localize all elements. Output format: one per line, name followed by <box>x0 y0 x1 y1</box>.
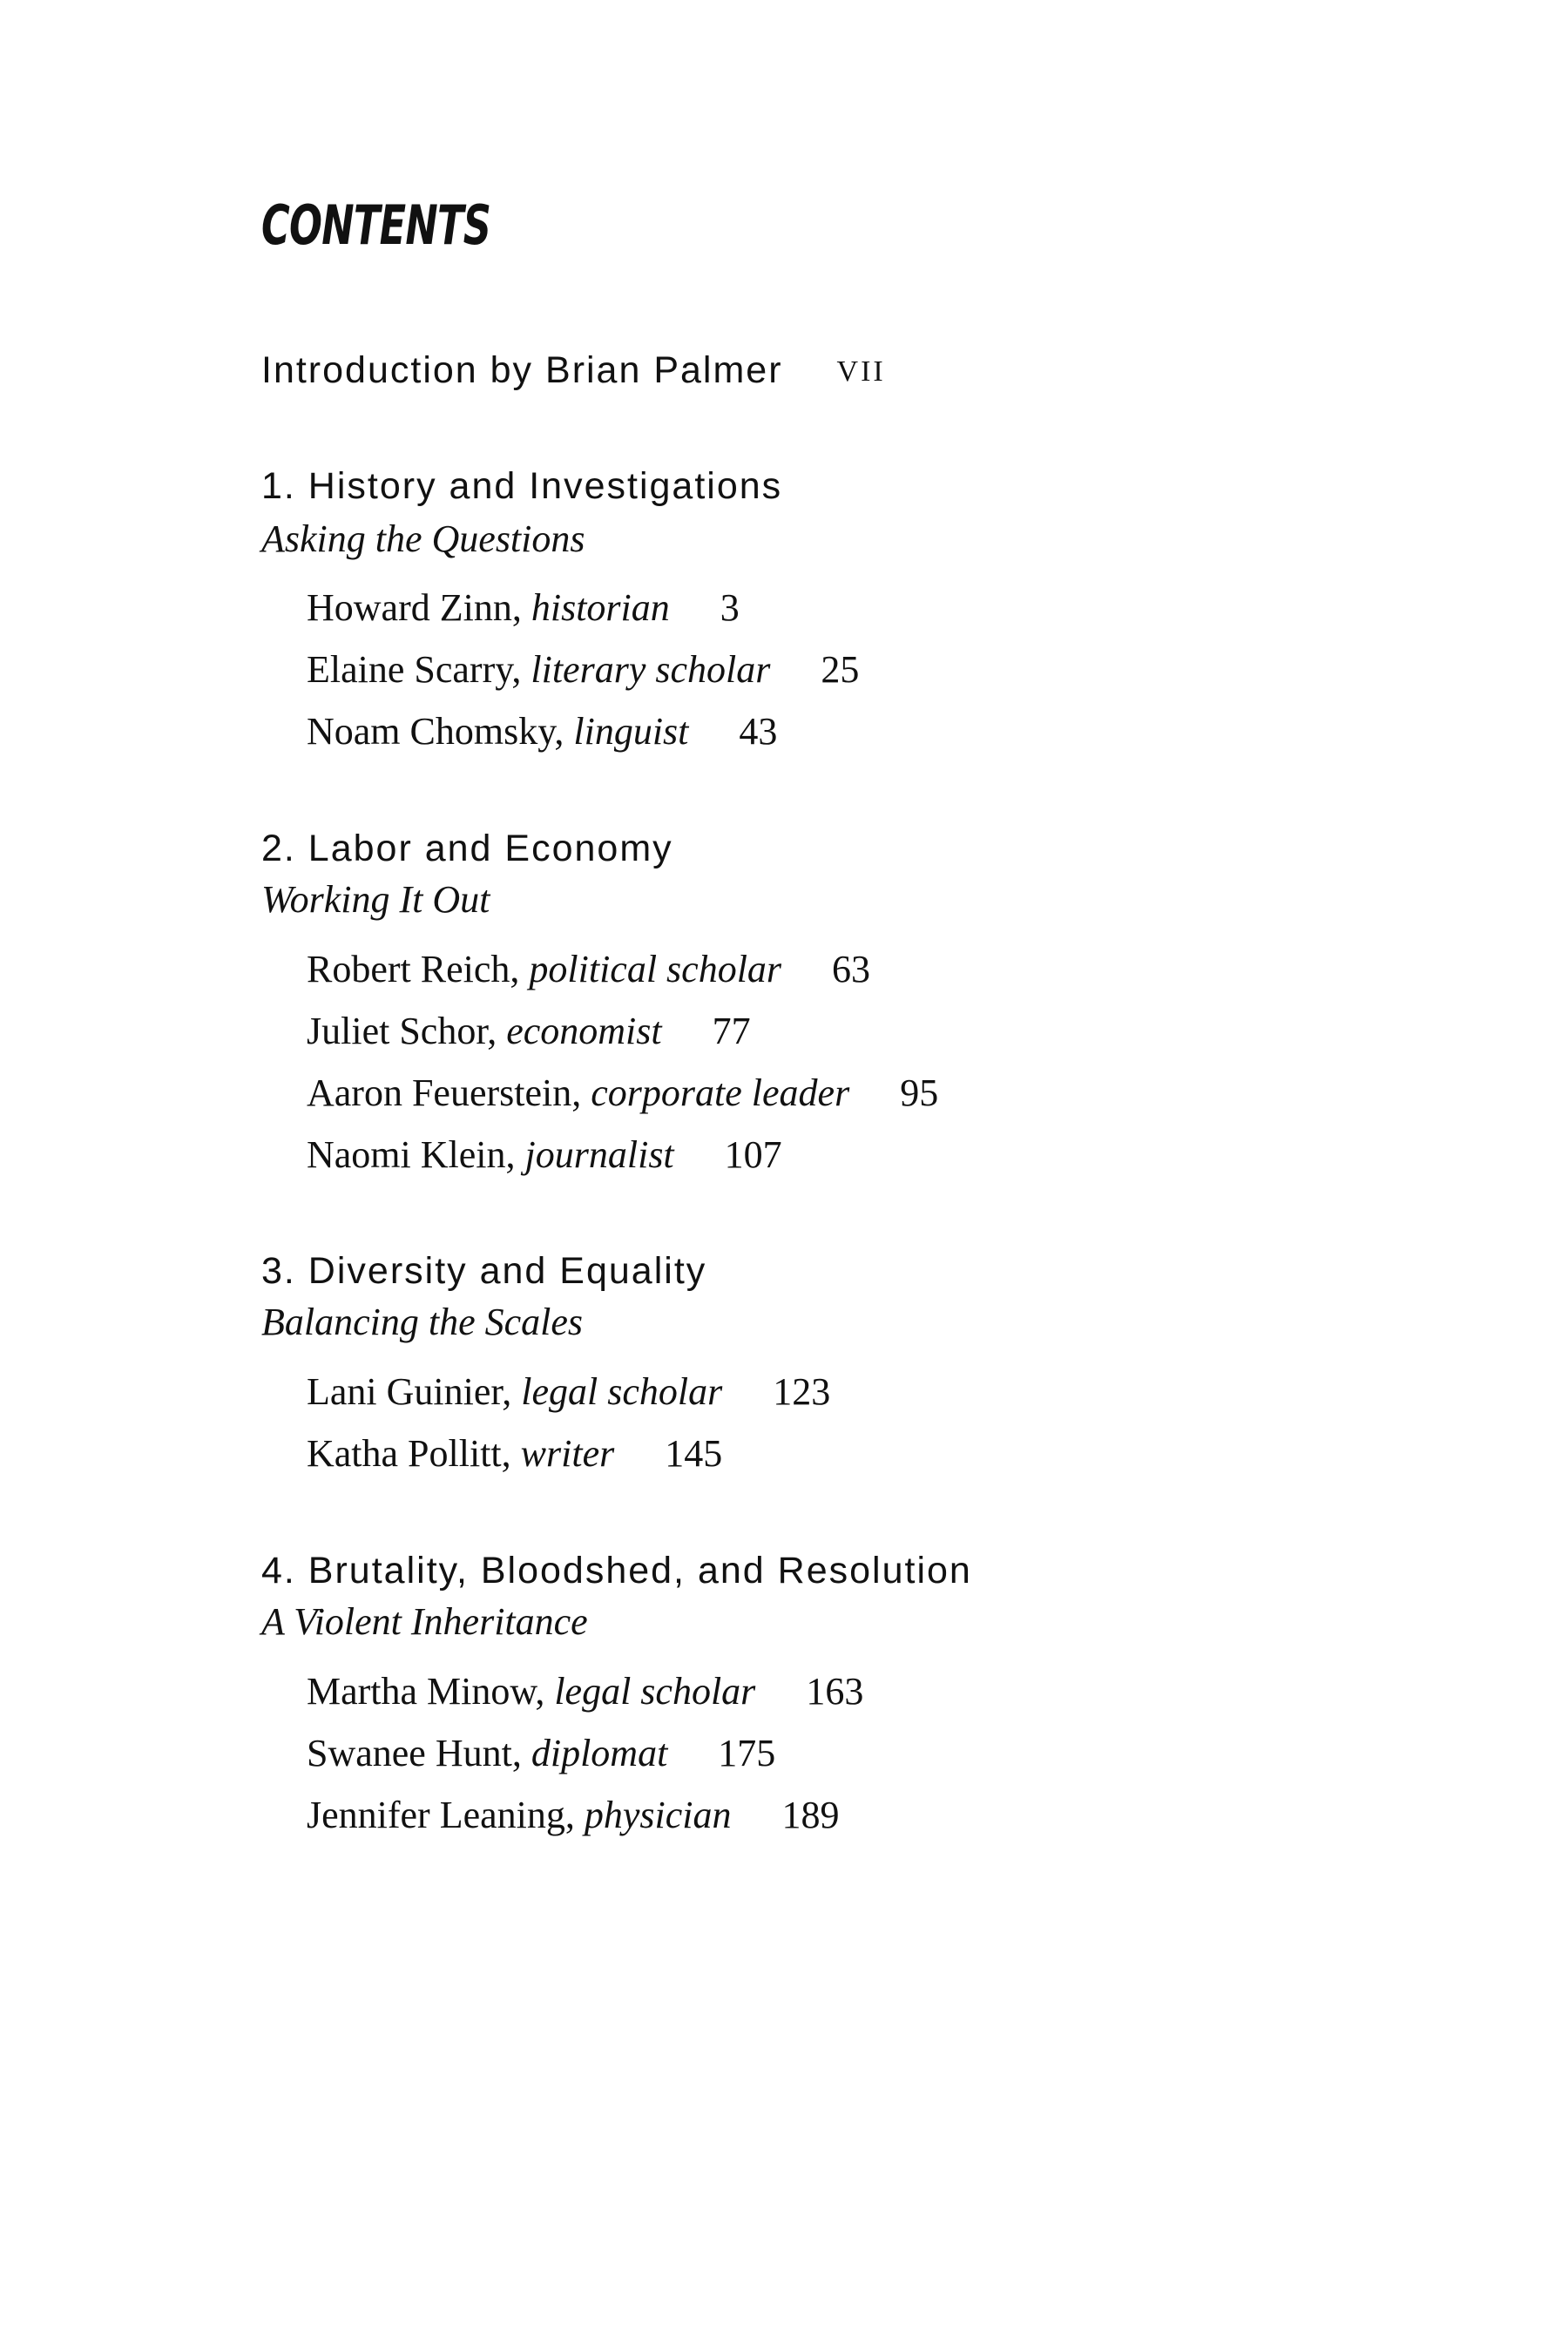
author-role: economist <box>506 1010 662 1052</box>
toc-entry[interactable] <box>307 1133 782 1176</box>
author-name: Robert Reich, <box>307 948 520 990</box>
section-subtitle: Working It Out <box>261 878 490 921</box>
page-number: 175 <box>718 1732 776 1774</box>
toc-entry[interactable] <box>307 950 870 989</box>
toc-entry[interactable] <box>307 1796 840 1835</box>
toc-entry[interactable] <box>307 1670 864 1713</box>
author-role: writer <box>520 1432 615 1475</box>
author-role: physician <box>584 1794 732 1836</box>
author-role: legal scholar <box>521 1370 723 1413</box>
introduction-label: Introduction by Brian Palmer <box>261 349 783 391</box>
page-number: 77 <box>712 1010 751 1052</box>
page-number: 63 <box>832 948 871 990</box>
section-subtitle: A Violent Inheritance <box>261 1600 588 1643</box>
page-number: 107 <box>724 1133 782 1176</box>
toc-entry[interactable] <box>307 1432 723 1475</box>
author-role: legal scholar <box>554 1670 756 1713</box>
page-number: 3 <box>720 586 740 629</box>
page-number: 43 <box>739 710 778 753</box>
toc-entry[interactable] <box>307 648 860 691</box>
author-name: Swanee Hunt, <box>307 1732 522 1774</box>
page-number: 123 <box>773 1370 831 1413</box>
toc-entry[interactable] <box>307 1370 831 1413</box>
author-name: Katha Pollitt, <box>307 1432 511 1475</box>
author-name: Aaron Feuerstein, <box>307 1071 582 1114</box>
author-role: historian <box>531 586 670 629</box>
introduction-page-number: VII <box>836 355 886 388</box>
page-title: CONTENTS <box>261 193 491 257</box>
author-name: Noam Chomsky, <box>307 710 564 753</box>
toc-entry[interactable] <box>307 1734 775 1773</box>
author-role: political scholar <box>529 948 782 990</box>
toc-entry[interactable] <box>307 710 778 753</box>
author-name: Lani Guinier, <box>307 1370 512 1413</box>
section-title[interactable]: 2. Labor and Economy <box>261 828 673 869</box>
author-role: linguist <box>573 710 689 753</box>
author-name: Naomi Klein, <box>307 1133 516 1176</box>
toc-entry[interactable] <box>307 586 740 629</box>
author-role: journalist <box>524 1133 674 1176</box>
page-number: 95 <box>900 1071 939 1114</box>
section-title[interactable]: 4. Brutality, Bloodshed, and Resolution <box>261 1550 972 1592</box>
author-role: diplomat <box>531 1732 668 1774</box>
author-name: Martha Minow, <box>307 1670 545 1713</box>
introduction-entry[interactable] <box>261 349 886 391</box>
section-subtitle: Balancing the Scales <box>261 1301 584 1343</box>
author-name: Howard Zinn, <box>307 586 522 629</box>
author-role: corporate leader <box>591 1071 850 1114</box>
section-title[interactable]: 3. Diversity and Equality <box>261 1250 707 1292</box>
page-number: 189 <box>781 1794 840 1836</box>
section-title[interactable]: 1. History and Investigations <box>261 465 783 507</box>
page-number: 25 <box>821 648 860 691</box>
author-role: literary scholar <box>531 648 771 691</box>
author-name: Elaine Scarry, <box>307 648 522 691</box>
page-number: 163 <box>806 1670 864 1713</box>
author-name: Jennifer Leaning, <box>307 1794 575 1836</box>
toc-entry[interactable] <box>307 1012 751 1051</box>
section-subtitle: Asking the Questions <box>261 517 585 560</box>
page-number: 145 <box>665 1432 723 1475</box>
toc-entry[interactable] <box>307 1071 939 1114</box>
author-name: Juliet Schor, <box>307 1010 497 1052</box>
